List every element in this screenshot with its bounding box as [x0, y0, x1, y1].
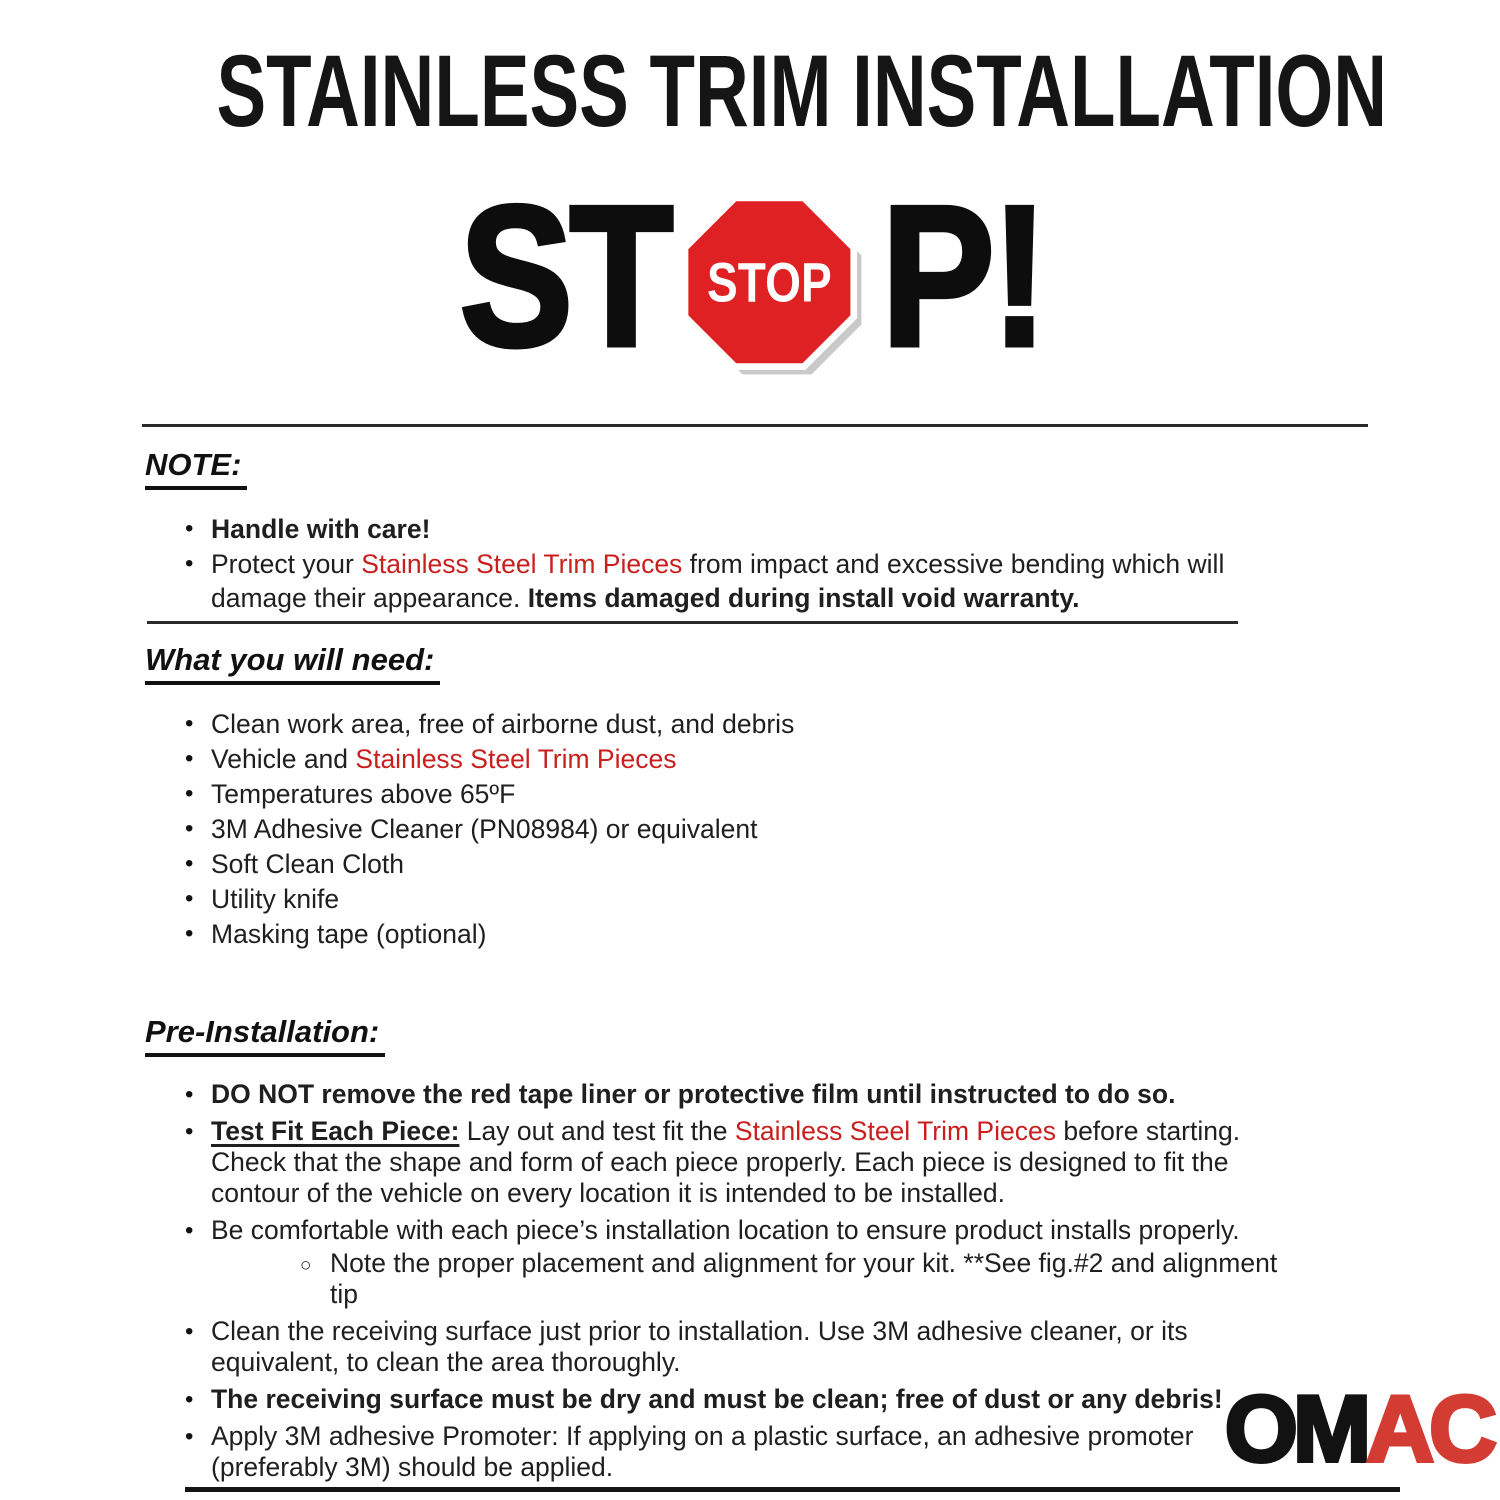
note-bullet-2-text	[211, 547, 1281, 615]
note-bullet-1	[145, 512, 1370, 546]
omac-logo-red: AC	[1366, 1376, 1492, 1481]
bullet-icon: •	[185, 550, 194, 578]
need-item-2-text	[211, 742, 1281, 776]
text-segment-red: Stainless Steel Trim Pieces	[734, 1116, 1056, 1147]
need-list	[145, 707, 1370, 951]
bullet-icon: •	[185, 850, 194, 878]
need-item-6-text: Utility knife	[211, 884, 340, 915]
preinstall-bullet-2-text	[211, 1116, 1281, 1209]
need-item-7-text: Masking tape (optional)	[211, 919, 487, 950]
bullet-icon: •	[185, 1081, 194, 1109]
text-segment-red: Stainless Steel Trim Pieces	[361, 549, 683, 580]
need-item-1	[145, 707, 1370, 741]
stop-logo-prefix: ST	[459, 165, 671, 389]
text-segment: before starting. Check that the shape and form of each piece properly. Each piece is designed to fit the contour of the vehicle on every location it is intended to be installed.	[211, 1116, 1241, 1209]
note-bullet-2	[145, 547, 1370, 615]
need-item-5	[145, 847, 1370, 881]
preinstall-bullet-5-text: The receiving surface must be dry and must be clean; free of dust or any debris!	[211, 1384, 1223, 1415]
title-row	[0, 34, 1500, 148]
need-heading: What you will need:	[145, 642, 440, 685]
bullet-icon: •	[185, 710, 194, 738]
need-item-2	[145, 742, 1370, 776]
bullet-icon: •	[185, 1217, 194, 1245]
preinstall-bullet-3-text: Be comfortable with each piece’s installation location to ensure product installs properly.	[211, 1215, 1240, 1246]
need-item-5-text: Soft Clean Cloth	[211, 849, 404, 880]
text-segment: from impact and excessive bending which will damage their appearance.	[211, 549, 1225, 614]
preinstall-bullet-5	[145, 1384, 1370, 1415]
need-item-3	[145, 777, 1370, 811]
page-title: STAINLESS TRIM INSTALLATION	[216, 34, 1388, 148]
bullet-icon: •	[185, 745, 194, 773]
preinstall-bullet-4-text: Clean the receiving surface just prior to installation. Use 3M adhesive cleaner, or its equivalent, to clean the area thoroughly.	[211, 1316, 1188, 1378]
need-item-3-text: Temperatures above 65ºF	[211, 779, 516, 810]
preinstall-bullet-3	[145, 1215, 1370, 1246]
bullet-icon: •	[185, 1423, 194, 1451]
note-bullet-1-text: Handle with care!	[211, 514, 431, 545]
bullet-icon: •	[185, 515, 194, 543]
bullet-icon: •	[185, 885, 194, 913]
stop-sign-label: STOP	[706, 251, 832, 314]
text-segment: Protect your	[211, 549, 362, 580]
need-item-1-text: Clean work area, free of airborne dust, and debris	[211, 709, 795, 740]
bullet-icon: •	[185, 815, 194, 843]
preinstall-bullet-4	[145, 1316, 1370, 1378]
bullet-icon: •	[185, 780, 194, 808]
circle-bullet-icon: ○	[300, 1255, 312, 1277]
text-segment: Vehicle and	[211, 744, 356, 775]
omac-logo	[1224, 1376, 1492, 1481]
note-heading: NOTE:	[145, 447, 247, 490]
preinstall-bullet-3-sub	[145, 1248, 1370, 1310]
stop-logo	[0, 165, 1500, 389]
preinstall-bullet-1-text: DO NOT remove the red tape liner or protective film until instructed to do so.	[211, 1079, 1176, 1110]
bullet-icon: •	[185, 920, 194, 948]
note-list	[145, 512, 1370, 615]
preinstall-heading: Pre-Installation:	[145, 1014, 385, 1057]
stop-logo-suffix: P!	[881, 165, 1045, 389]
need-item-4	[145, 812, 1370, 846]
bullet-icon: •	[185, 1118, 194, 1146]
bullet-icon: •	[185, 1386, 194, 1414]
need-item-4-text: 3M Adhesive Cleaner (PN08984) or equivalent	[211, 814, 758, 845]
stop-sign-icon	[685, 196, 871, 382]
text-segment-red: Stainless Steel Trim Pieces	[355, 744, 677, 775]
preinstall-bullet-6	[145, 1421, 1370, 1483]
text-segment: Lay out and test fit the	[459, 1116, 735, 1147]
text-segment-label: Test Fit Each Piece:	[211, 1116, 460, 1147]
bullet-icon: •	[185, 1318, 194, 1346]
stop-sign	[685, 196, 871, 387]
preinstall-bullet-2	[145, 1116, 1370, 1209]
need-item-6	[145, 882, 1370, 916]
preinstall-list	[145, 1079, 1370, 1483]
omac-logo-black: OM	[1224, 1376, 1367, 1481]
preinstall-bullet-6-text: Apply 3M adhesive Promoter: If applying on a plastic surface, an adhesive promoter (preferably 3M) should be applied.	[211, 1421, 1194, 1483]
divider-bottom	[185, 1487, 1400, 1492]
content	[0, 427, 1500, 1483]
text-segment-bold: Items damaged during install void warranty.	[527, 583, 1080, 614]
need-item-7	[145, 917, 1370, 951]
preinstall-bullet-1	[145, 1079, 1370, 1110]
preinstall-bullet-3-sub-text: Note the proper placement and alignment for your kit. **See fig.#2 and alignment tip	[330, 1248, 1278, 1310]
